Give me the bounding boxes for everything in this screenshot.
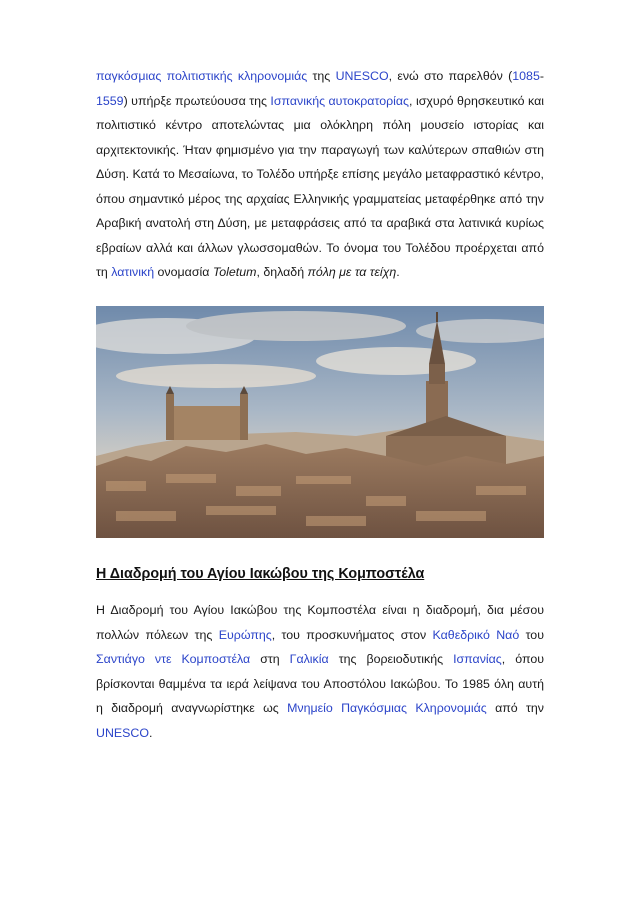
text-link[interactable]: Μνημείο Παγκόσμιας Κληρονομιάς: [287, 701, 487, 715]
text-run: , ισχυρό θρησκευτικό και πολιτιστικό κέντρο αποτελώντας μια ολόκληρη πόλη μουσείο ιστορίας και αρχιτεκτονικής. Ήταν φημισμένο για την παραγωγή των καλύτερων σπαθιών στη Δύση. Κατά το Μεσαίωνα, το Τολέδο υπήρξε επίσης μεγάλο μεταφραστικό κέντρο, όπου σημαντικό μέρος της αρχαίας Ελληνικής γραμματείας μεταφέρθηκε από την Αραβική ανατολή στη Δύση, με μεταφράσεις από τα αραβικά στα λατινικά κυρίως εβραίων αλλά και άλλων γλωσσομαθών. Το όνομα του Τολέδου προέρχεται από τη: [96, 93, 545, 279]
text-link[interactable]: Σαντιάγο ντε Κομποστέλα: [96, 652, 251, 666]
text-run: της βορειοδυτικής: [328, 652, 454, 666]
text-link[interactable]: Ισπανίας: [453, 652, 502, 666]
text-link[interactable]: Καθεδρικό Ναό: [432, 627, 520, 642]
text-run: , του προσκυνήματος στον: [271, 627, 433, 642]
text-run: ) υπήρξε πρωτεύουσα της: [123, 93, 271, 108]
text-run: , όπου βρίσκονται θαμμένα τα ιερά λείψανα του Αποστόλου Ιακώβου. Το 1985 όλη αυτή η διαδρομή αναγνωρίστηκε ως: [96, 652, 544, 715]
text-run: .: [149, 725, 153, 740]
text-link[interactable]: 1559: [96, 93, 124, 108]
text-link[interactable]: παγκόσμιας πολιτιστικής κληρονομιάς: [96, 69, 308, 83]
text-link[interactable]: Ευρώπης: [218, 627, 272, 642]
text-run: ονομασία: [154, 265, 213, 279]
italic-text: Toletum: [212, 265, 257, 279]
text-link[interactable]: UNESCO: [96, 725, 150, 740]
text-run: .: [396, 265, 400, 279]
text-run: , ενώ στο παρελθόν (: [388, 69, 513, 83]
toledo-cityscape-illustration: [96, 306, 544, 538]
text-run: από την: [486, 701, 544, 715]
text-run: στη: [250, 652, 290, 666]
text-link[interactable]: Γαλικία: [289, 652, 329, 666]
text-link[interactable]: Ισπανικής αυτοκρατορίας: [270, 93, 410, 108]
text-link[interactable]: λατινική: [111, 265, 155, 279]
toledo-cityscape-photo: [96, 306, 544, 538]
text-run: , δηλαδή: [256, 265, 308, 279]
toledo-paragraph: [96, 64, 544, 285]
text-run: Η Διαδρομή του Αγίου Ιακώβου της Κομποστέλα είναι η διαδρομή, δια μέσου πολλών πόλεων της: [96, 603, 544, 642]
text-run: του: [519, 627, 544, 642]
text-run: -: [539, 69, 544, 83]
camino-paragraph: [96, 598, 544, 745]
text-link[interactable]: 1085: [512, 69, 540, 83]
text-link[interactable]: UNESCO: [335, 69, 389, 83]
italic-text: πόλη με τα τείχη: [307, 265, 397, 279]
text-run: της: [307, 69, 336, 83]
section-heading: Η Διαδρομή του Αγίου Ιακώβου της Κομποστέλα: [96, 566, 425, 582]
